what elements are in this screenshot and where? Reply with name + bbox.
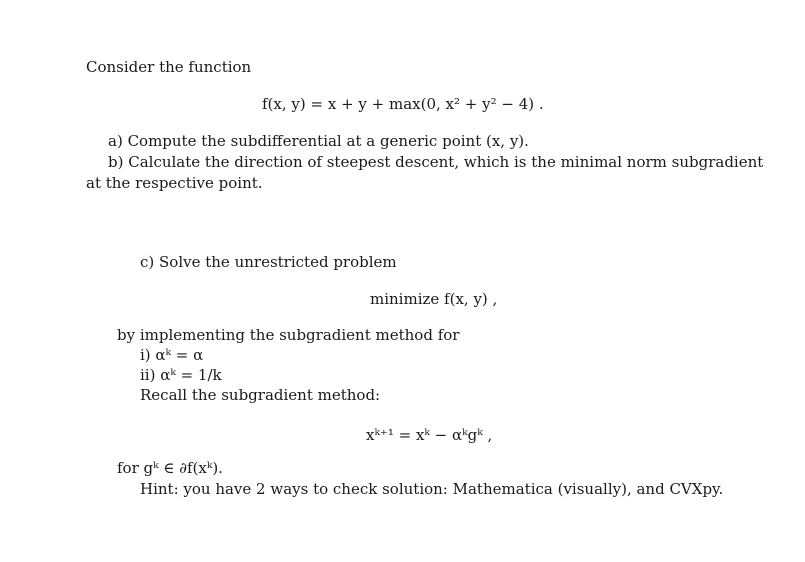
option-ii: ii) αᵏ = 1/k	[140, 366, 222, 384]
implementation-text: by implementing the subgradient method for	[117, 326, 460, 344]
subgradient-condition: for gᵏ ∈ ∂f(xᵏ).	[117, 459, 223, 477]
part-b-text-line1: b) Calculate the direction of steepest descent, which is the minimal norm subgradient	[108, 153, 764, 171]
part-a-text: a) Compute the subdifferential at a generic point (x, y).	[108, 132, 529, 150]
option-i: i) αᵏ = α	[140, 346, 204, 364]
update-rule: xᵏ⁺¹ = xᵏ − αᵏgᵏ ,	[366, 426, 493, 444]
hint-text: Hint: you have 2 ways to check solution: Mathematica (visually), and CVXpy.	[140, 480, 724, 498]
intro-text: Consider the function	[86, 58, 252, 76]
function-definition: f(x, y) = x + y + max(0, x² + y² − 4) .	[262, 95, 544, 113]
minimize-expression: minimize f(x, y) ,	[370, 290, 498, 308]
recall-text: Recall the subgradient method:	[140, 386, 381, 404]
part-c-text: c) Solve the unrestricted problem	[140, 253, 397, 271]
part-b-text-line2: at the respective point.	[86, 174, 263, 192]
